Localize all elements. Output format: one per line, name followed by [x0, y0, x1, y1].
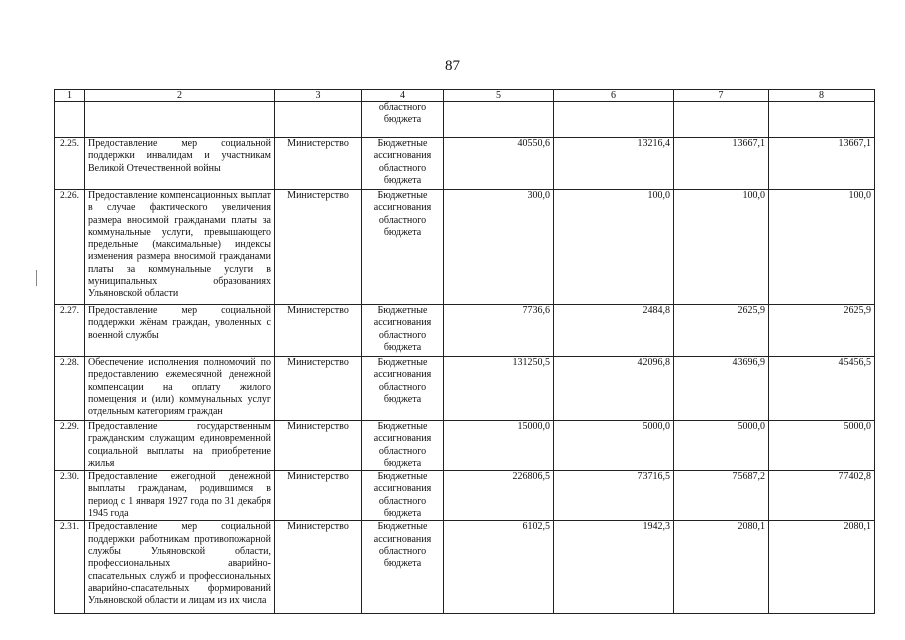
amount-year-3: 77402,8 [769, 471, 875, 521]
row-number: 2.28. [55, 357, 85, 421]
executor: Министерство [275, 305, 362, 357]
table-row [55, 190, 875, 305]
funding-source: Бюджетные ассигнования областного бюджета [362, 357, 444, 421]
amount-total [444, 102, 554, 138]
column-number-2: 2 [85, 90, 275, 102]
amount-total: 131250,5 [444, 357, 554, 421]
funding-source: Бюджетные ассигнования областного бюджета [362, 471, 444, 521]
funding-source: Бюджетные ассигнования областного бюджета [362, 305, 444, 357]
column-number-8: 8 [769, 90, 875, 102]
amount-year-2: 75687,2 [674, 471, 769, 521]
measure-name: Предоставление государственным гражданским служащим единовременной социальной выплаты на приобретение жилья [85, 421, 275, 471]
amount-year-2: 100,0 [674, 190, 769, 305]
executor: Министерство [275, 521, 362, 614]
funding-source: Бюджетные ассигнования областного бюджета [362, 421, 444, 471]
table-row [55, 138, 875, 190]
amount-year-3: 2625,9 [769, 305, 875, 357]
amount-year-3: 5000,0 [769, 421, 875, 471]
amount-year-3: 100,0 [769, 190, 875, 305]
column-number-7: 7 [674, 90, 769, 102]
row-number: 2.25. [55, 138, 85, 190]
page-number: 87 [445, 58, 460, 74]
table-row [55, 471, 875, 521]
executor [275, 102, 362, 138]
amount-year-1: 5000,0 [554, 421, 674, 471]
funding-source: Бюджетные ассигнования областного бюджета [362, 521, 444, 614]
amount-year-1: 100,0 [554, 190, 674, 305]
amount-total: 6102,5 [444, 521, 554, 614]
funding-source: Бюджетные ассигнования областного бюджета [362, 190, 444, 305]
measure-name: Предоставление мер социальной поддержки жёнам граждан, уволенных с военной службы [85, 305, 275, 357]
amount-year-2: 5000,0 [674, 421, 769, 471]
amount-year-1: 42096,8 [554, 357, 674, 421]
row-number: 2.29. [55, 421, 85, 471]
amount-year-3 [769, 102, 875, 138]
column-number-6: 6 [554, 90, 674, 102]
amount-year-2: 43696,9 [674, 357, 769, 421]
amount-total: 7736,6 [444, 305, 554, 357]
amount-year-3: 45456,5 [769, 357, 875, 421]
table-row [55, 305, 875, 357]
column-number-1: 1 [55, 90, 85, 102]
amount-year-1 [554, 102, 674, 138]
amount-year-1: 1942,3 [554, 521, 674, 614]
executor: Министерство [275, 357, 362, 421]
amount-year-3: 2080,1 [769, 521, 875, 614]
executor: Министерство [275, 471, 362, 521]
row-number: 2.30. [55, 471, 85, 521]
row-number: 2.26. [55, 190, 85, 305]
measure-name: Обеспечение исполнения полномочий по предоставлению ежемесячной денежной компенсации на оплату жилого помещения и (или) коммунальных услуг отдельным категориям граждан [85, 357, 275, 421]
amount-year-2: 2080,1 [674, 521, 769, 614]
row-number: 2.31. [55, 521, 85, 614]
amount-total: 300,0 [444, 190, 554, 305]
amount-year-2: 2625,9 [674, 305, 769, 357]
scan-margin-mark [36, 270, 37, 286]
executor: Министерство [275, 190, 362, 305]
measure-name: Предоставление ежегодной денежной выплаты гражданам, родившимся в период с 1 января 1927 года по 31 декабря 1945 года [85, 471, 275, 521]
funding-source: Бюджетные ассигнования областного бюджета [362, 138, 444, 190]
measure-name: Предоставление мер социальной поддержки работникам противопожарной службы Ульяновской области, профессиональных аварийно-спасательных служб и профессиональных аварийно-спасательных формирований Ульяновской области и лицам из их числа [85, 521, 275, 614]
row-number: 2.27. [55, 305, 85, 357]
measure-name [85, 102, 275, 138]
table-row [55, 421, 875, 471]
table-row [55, 521, 875, 614]
executor: Министерство [275, 138, 362, 190]
executor: Министерство [275, 421, 362, 471]
amount-year-3: 13667,1 [769, 138, 875, 190]
amount-year-1: 73716,5 [554, 471, 674, 521]
amount-year-1: 13216,4 [554, 138, 674, 190]
amount-year-1: 2484,8 [554, 305, 674, 357]
amount-total: 40550,6 [444, 138, 554, 190]
amount-total: 226806,5 [444, 471, 554, 521]
budget-table [54, 89, 875, 614]
column-number-3: 3 [275, 90, 362, 102]
measure-name: Предоставление компенсационных выплат в случае фактического увеличения размера вносимой гражданами платы за коммунальные услуги, превышающего предельные (максимальные) индексы изменения размера вносимой гражданами платы за коммунальные услуги в муниципальных образованиях Ульяновской области [85, 190, 275, 305]
table-row [55, 102, 875, 138]
amount-year-2: 13667,1 [674, 138, 769, 190]
amount-year-2 [674, 102, 769, 138]
amount-total: 15000,0 [444, 421, 554, 471]
column-number-5: 5 [444, 90, 554, 102]
measure-name: Предоставление мер социальной поддержки инвалидам и участникам Великой Отечественной войны [85, 138, 275, 190]
row-number [55, 102, 85, 138]
funding-source: областного бюджета [362, 102, 444, 138]
table-row [55, 357, 875, 421]
column-number-4: 4 [362, 90, 444, 102]
column-number-row [55, 90, 875, 102]
